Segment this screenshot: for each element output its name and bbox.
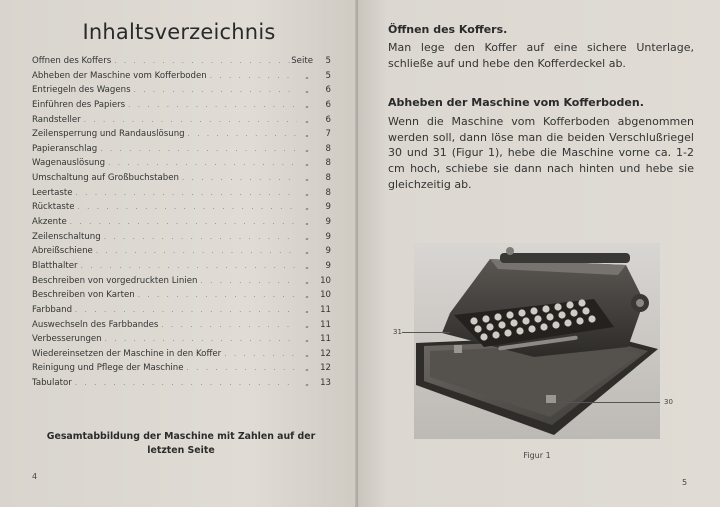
toc-entry	[32, 85, 331, 100]
toc-leader-dots	[67, 218, 297, 226]
toc-ditto-mark: „	[305, 335, 309, 344]
toc-ditto-mark: „	[305, 320, 309, 329]
toc-leader-dots	[72, 306, 297, 314]
callout-label-30: 30	[664, 398, 673, 406]
toc-entry-label: Wagenauslösung	[32, 158, 106, 169]
toc-entry-label: Papieranschlag	[32, 143, 98, 154]
toc-ditto-mark: „	[305, 305, 309, 314]
toc-entry	[32, 363, 331, 378]
toc-entry-page: 12	[320, 348, 331, 359]
toc-ditto-mark: „	[305, 100, 309, 109]
toc-entry-label: Verbesserungen	[32, 334, 102, 345]
toc-entry-label: Beschreiben von vorgedruckten Linien	[32, 275, 198, 286]
page-number-right: 5	[682, 478, 688, 487]
toc-seite-label: Seite	[291, 56, 313, 66]
toc-leader-dots	[158, 321, 297, 329]
callout-line-31	[402, 332, 450, 333]
toc-entry	[32, 158, 331, 173]
toc-leader-dots	[207, 72, 297, 80]
toc-entry	[32, 100, 331, 115]
toc-entry-label: Rücktaste	[32, 202, 75, 213]
toc-entry	[32, 71, 331, 86]
toc-entry-page: 5	[325, 56, 331, 66]
toc-entry	[32, 290, 331, 305]
toc-leader-dots	[185, 130, 297, 138]
toc-entry-page: 7	[325, 129, 331, 140]
figure-caption: Figur 1	[523, 451, 551, 460]
toc-leader-dots	[75, 203, 297, 211]
section-heading-open-case: Öffnen des Koffers.	[388, 23, 508, 36]
toc-entry-page: 8	[325, 158, 331, 169]
toc-entry-label: Randsteller	[32, 114, 81, 125]
toc-entry-page: 12	[320, 363, 331, 374]
toc-entry-label: Tabulator	[32, 378, 72, 389]
toc-ditto-mark: „	[305, 71, 309, 80]
toc-entry-label: Abreißschiene	[32, 246, 93, 257]
section-heading-lift-machine: Abheben der Maschine vom Kofferboden.	[388, 96, 644, 109]
toc-entry-page: 11	[320, 334, 331, 345]
toc-ditto-mark: „	[305, 130, 309, 139]
toc-ditto-mark: „	[305, 247, 309, 256]
toc-entry	[32, 276, 331, 291]
toc-entry	[32, 334, 331, 349]
toc-entry	[32, 349, 331, 364]
toc-entry	[32, 115, 331, 130]
callout-label-31: 31	[393, 328, 402, 336]
toc-entry	[32, 320, 331, 335]
toc-entry-page: 11	[320, 319, 331, 330]
toc-entry	[32, 232, 331, 247]
toc-leader-dots	[135, 291, 297, 299]
toc-leader-dots	[221, 350, 297, 358]
toc-entry-page: 10	[320, 275, 331, 286]
toc-ditto-mark: „	[305, 188, 309, 197]
toc-entry-page: 8	[325, 173, 331, 184]
page-number-left: 4	[32, 472, 38, 481]
toc-entry-label: Blatthalter	[32, 260, 78, 271]
toc-entry	[32, 217, 331, 232]
toc-ditto-mark: „	[305, 291, 309, 300]
toc-ditto-mark: „	[305, 349, 309, 358]
toc-leader-dots	[197, 277, 297, 285]
toc-leader-dots	[73, 189, 297, 197]
toc-entry-page: 11	[320, 304, 331, 315]
toc-entry	[32, 173, 331, 188]
toc-entry-label: Entriegeln des Wagens	[32, 85, 131, 96]
toc-leader-dots	[101, 233, 297, 241]
toc-ditto-mark: „	[305, 144, 309, 153]
toc-entry-page: 9	[325, 217, 331, 228]
toc-entry-label: Abheben der Maschine vom Kofferboden	[32, 70, 207, 81]
toc-entry-page: 9	[325, 231, 331, 242]
toc-entry	[32, 378, 331, 393]
left-page	[0, 0, 358, 507]
toc-entry	[32, 246, 331, 261]
toc-ditto-mark: „	[305, 174, 309, 183]
typewriter-photo	[414, 243, 660, 439]
callout-line-30	[558, 402, 660, 403]
toc-entry-page: 6	[325, 85, 331, 96]
toc-entry-page: 9	[325, 246, 331, 257]
toc-leader-dots	[105, 159, 297, 167]
toc-ditto-mark: „	[305, 232, 309, 241]
toc-entry-label: Leertaste	[32, 187, 73, 198]
toc-ditto-mark: „	[305, 86, 309, 95]
toc-ditto-mark: „	[305, 159, 309, 168]
toc-entry-label: Auswechseln des Farbbandes	[32, 319, 159, 330]
toc-entry	[32, 144, 331, 159]
toc-leader-dots	[97, 145, 297, 153]
toc-ditto-mark: „	[305, 203, 309, 212]
toc-ditto-mark: „	[305, 115, 309, 124]
toc-entry-label: Zeilenschaltung	[32, 231, 101, 242]
toc-entry-label: Zeilensperrung und Randauslösung	[32, 129, 185, 140]
toc-entry-page: 10	[320, 290, 331, 301]
toc-entry	[32, 261, 331, 276]
section-text-lift-machine: Wenn die Maschine vom Kofferboden abgenommen werden soll, dann löse man die beiden Verschlußriegel 30 und 31 (Figur 1), hebe die Maschine vorne ca. 1-2 cm hoch, schiebe sie dann nach hinten und hebe sie gleichzeitig ab.	[388, 115, 694, 191]
toc-leader-dots	[125, 101, 297, 109]
toc-entry-page: 6	[325, 99, 331, 110]
toc-leader-dots	[111, 57, 291, 65]
toc-leader-dots	[72, 379, 297, 387]
toc-entry	[32, 188, 331, 203]
toc-entry-label: Farbband	[32, 304, 73, 315]
toc-leader-dots	[81, 116, 297, 124]
toc-entry-page: 9	[325, 260, 331, 271]
toc-entry	[32, 305, 331, 320]
toc-entry	[32, 56, 331, 71]
toc-entry-page: 9	[325, 202, 331, 213]
toc-entry-label: Wiedereinsetzen der Maschine in den Koffer	[32, 348, 222, 359]
toc-leader-dots	[179, 174, 297, 182]
toc-ditto-mark: „	[305, 276, 309, 285]
toc-ditto-mark: „	[305, 218, 309, 227]
toc-entry-page: 8	[325, 187, 331, 198]
section-text-open-case: Man lege den Koffer auf eine sichere Unterlage, schließe auf und hebe den Kofferdeckel ab.	[388, 41, 694, 70]
toc-entry	[32, 202, 331, 217]
toc-leader-dots	[131, 86, 297, 94]
toc-entry-label: Beschreiben von Karten	[32, 290, 135, 301]
toc-entry-label: Öffnen des Koffers	[32, 56, 112, 66]
toc-entry-page: 6	[325, 114, 331, 125]
toc-entry-label: Einführen des Papiers	[32, 99, 126, 110]
toc-entry-label: Umschaltung auf Großbuchstaben	[32, 173, 179, 184]
toc-list	[32, 56, 331, 393]
toc-entry-label: Reinigung und Pflege der Maschine	[32, 363, 184, 374]
toc-entry-page: 13	[320, 378, 331, 389]
toc-leader-dots	[102, 335, 297, 343]
toc-entry-label: Akzente	[32, 217, 67, 228]
toc-leader-dots	[93, 247, 297, 255]
toc-leader-dots	[184, 364, 297, 372]
toc-leader-dots	[78, 262, 297, 270]
toc-ditto-mark: „	[305, 364, 309, 373]
figure-note: Gesamtabbildung der Maschine mit Zahlen auf der letzten Seite	[46, 431, 316, 456]
toc-entry-page: 5	[325, 70, 331, 81]
toc-entry	[32, 129, 331, 144]
toc-ditto-mark: „	[305, 379, 309, 388]
toc-entry-page: 8	[325, 143, 331, 154]
toc-ditto-mark: „	[305, 261, 309, 270]
toc-title: Inhaltsverzeichnis	[82, 20, 276, 44]
